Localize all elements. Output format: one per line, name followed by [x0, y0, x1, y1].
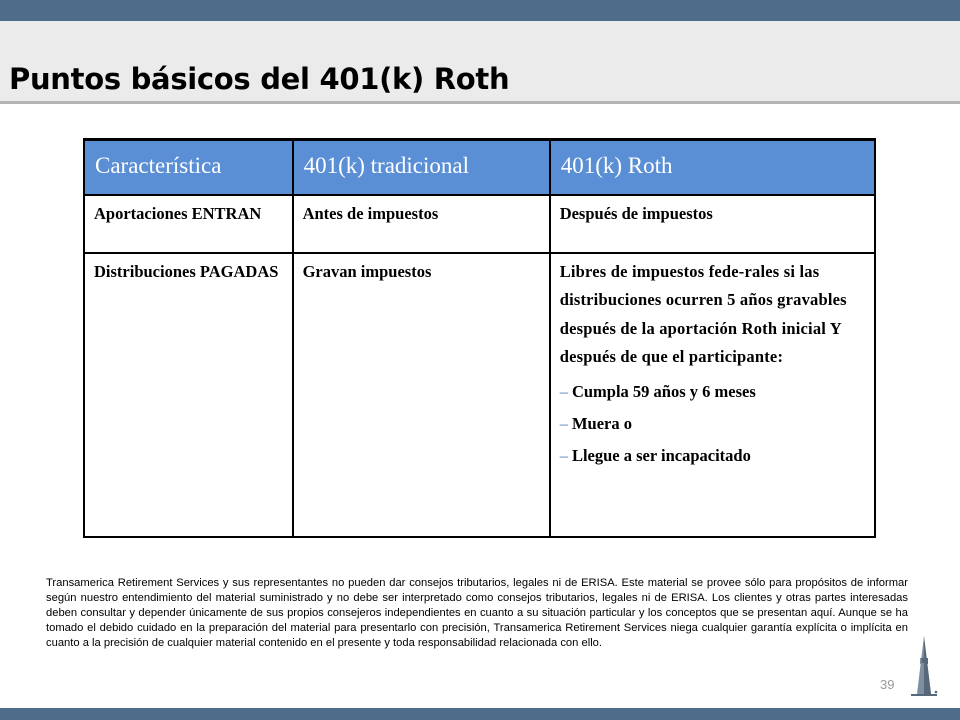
- slide-title: Puntos básicos del 401(k) Roth: [9, 62, 510, 96]
- cell-traditional: Gravan impuestos: [293, 253, 550, 537]
- header-roth: 401(k) Roth: [550, 140, 875, 195]
- bottom-accent-bar: [0, 708, 960, 720]
- legal-disclaimer: Transamerica Retirement Services y sus representantes no pueden dar consejos tributarios, legales ni de ERISA. Este material se provee sólo para propósitos de informar según nuestro entendimiento del material suministrado y no debe ser interpretado como consejos tributarios, legales ni de ERISA. Los clientes y otras partes interesadas deben consultar y depender únicamente de sus propios consejeros independientes en cuanto a su situación particular y los conceptos que se presentan aquí. Aunque se ha tomado el debido cuidado en la preparación del material para presentarlo con precisión, Transamerica Retirement Services niega cualquier garantía explícita o implícita en cuanto a la precisión de cualquier material contenido en el presente y toda responsabilidad relacionada con ello.: [46, 577, 908, 650]
- top-accent-bar: [0, 0, 960, 21]
- cell-traditional: Antes de impuestos: [293, 195, 550, 253]
- comparison-table: [83, 138, 876, 538]
- header-feature: Característica: [84, 140, 293, 195]
- cell-roth: [550, 253, 875, 537]
- bullet-dash: –: [559, 445, 568, 465]
- title-divider: [0, 101, 960, 104]
- list-item-text: Cumpla 59 años y 6 meses: [571, 381, 756, 401]
- condition-list: [560, 376, 865, 472]
- transamerica-pyramid-logo-icon: [909, 636, 939, 698]
- list-item: [560, 408, 865, 440]
- table-row: [84, 195, 875, 253]
- roth-distribution-text: Libres de impuestos fede-rales si las distribuciones ocurren 5 años gravables después de la aportación Roth inicial Y después de que el participante:: [559, 261, 847, 366]
- cell-feature: Aportaciones ENTRAN: [84, 195, 293, 253]
- cell-feature: Distribuciones PAGADAS: [84, 253, 293, 537]
- table-header-row: [84, 140, 875, 195]
- list-item: [560, 376, 865, 408]
- list-item-text: Llegue a ser incapacitado: [571, 445, 751, 465]
- list-item-text: Muera o: [571, 413, 632, 433]
- header-traditional: 401(k) tradicional: [293, 140, 550, 195]
- list-item: [560, 440, 865, 472]
- cell-roth: Después de impuestos: [550, 195, 875, 253]
- page-number: 39: [880, 677, 895, 692]
- table-row: [84, 253, 875, 537]
- bullet-dash: –: [559, 381, 568, 401]
- bullet-dash: –: [559, 413, 568, 433]
